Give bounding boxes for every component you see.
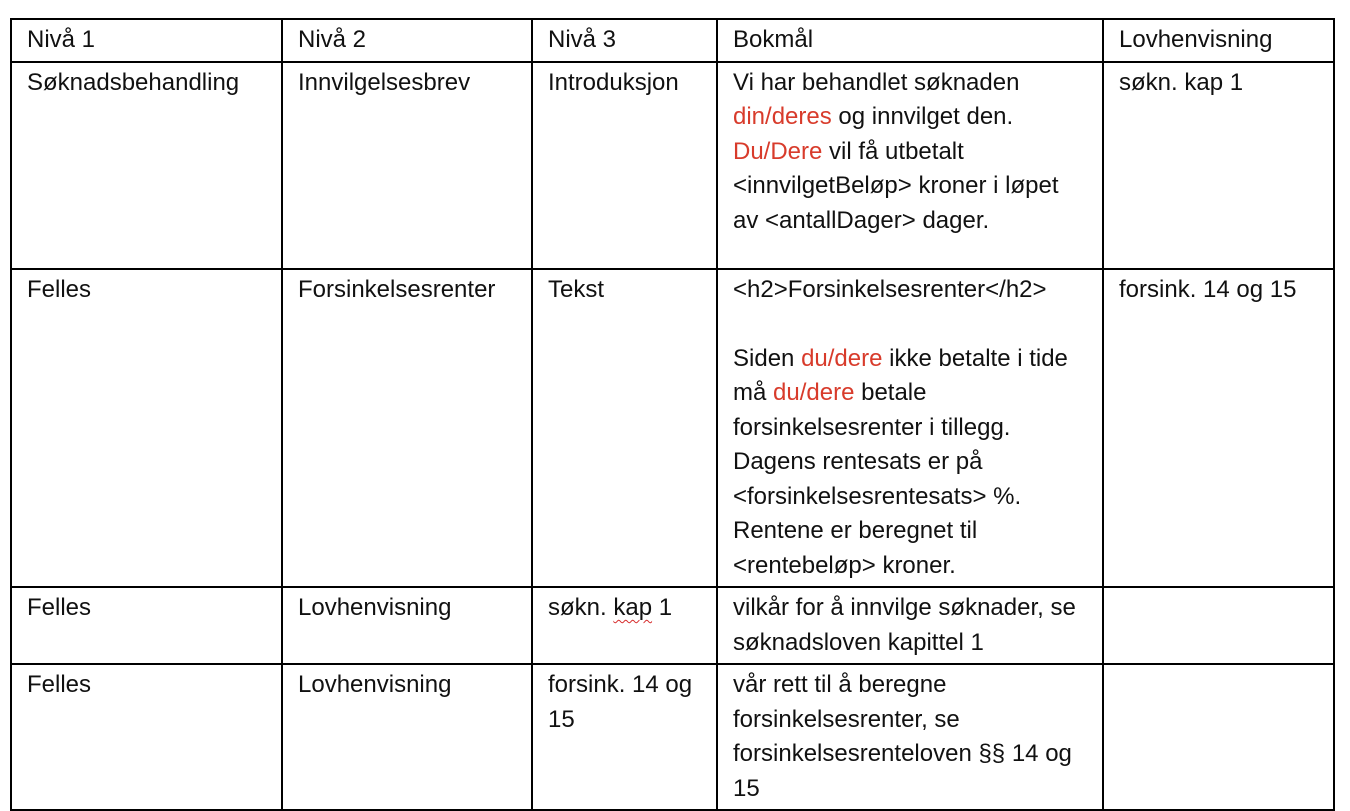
- cell-niva1: Søknadsbehandling: [11, 62, 282, 269]
- cell-text: 1: [652, 594, 673, 621]
- bokmal-text: betale forsinkelsesrenter i tillegg. Dagens rentesats er på <forsinkelsesrentesats> %. Rentene er beregnet til <rentebeløp> kroner.: [733, 379, 1022, 579]
- bokmal-text: Vi har behandlet søknaden: [733, 68, 1020, 96]
- cell-lovhenvisning: [1103, 664, 1334, 810]
- table-row: [11, 62, 1334, 269]
- cell-niva2: Innvilgelsesbrev: [282, 62, 532, 269]
- cell-niva1: Felles: [11, 587, 282, 664]
- table-row: [11, 587, 1334, 664]
- cell-niva3: [532, 587, 717, 664]
- cell-niva3: forsink. 14 og 15: [532, 664, 717, 810]
- cell-bokmal: vår rett til å beregne forsinkelsesrenter, se forsinkelsesrenteloven §§ 14 og 15: [717, 664, 1103, 810]
- table-row: [11, 269, 1334, 588]
- header-cell-bokmal: Bokmål: [717, 19, 1103, 62]
- header-cell-niva3: Nivå 3: [532, 19, 717, 62]
- cell-niva3: Introduksjon: [532, 62, 717, 269]
- bokmal-variable-red: Du/Dere: [733, 137, 823, 165]
- cell-lovhenvisning: forsink. 14 og 15: [1103, 269, 1334, 588]
- spellcheck-flagged-word: kap: [613, 594, 653, 621]
- bokmal-text: Siden: [733, 344, 802, 372]
- cell-bokmal: [717, 62, 1103, 269]
- bokmal-variable-red: din/deres: [733, 103, 832, 130]
- cell-bokmal: vilkår for å innvilge søknader, se søknadsloven kapittel 1: [717, 587, 1103, 664]
- blank-line: [733, 307, 1087, 342]
- bokmal-text: vil få utbetalt <innvilgetBeløp> kroner i løpet av <antallDager> dager.: [733, 137, 1059, 234]
- header-cell-niva2: Nivå 2: [282, 19, 532, 62]
- cell-lovhenvisning: søkn. kap 1: [1103, 62, 1334, 269]
- bokmal-text: ikke betalte i tide må: [733, 344, 1068, 406]
- cell-niva2: Lovhenvisning: [282, 587, 532, 664]
- cell-bokmal: [717, 269, 1103, 588]
- bokmal-heading-tag: <h2>Forsinkelsesrenter</h2>: [733, 275, 1047, 303]
- cell-niva3: Tekst: [532, 269, 717, 588]
- bokmal-text: og innvilget den.: [831, 103, 1014, 130]
- cell-text: søkn.: [548, 594, 614, 621]
- cell-lovhenvisning: [1103, 587, 1334, 664]
- table-header-row: [11, 19, 1334, 62]
- cell-niva2: Forsinkelsesrenter: [282, 269, 532, 588]
- header-cell-lovhenvisning: Lovhenvisning: [1103, 19, 1334, 62]
- document-table: [10, 18, 1335, 811]
- bokmal-variable-red: du/dere: [773, 379, 855, 406]
- bokmal-variable-red: du/dere: [801, 344, 883, 372]
- header-cell-niva1: Nivå 1: [11, 19, 282, 62]
- cell-niva1: Felles: [11, 664, 282, 810]
- cell-niva1: Felles: [11, 269, 282, 588]
- table-row: [11, 664, 1334, 810]
- cell-niva2: Lovhenvisning: [282, 664, 532, 810]
